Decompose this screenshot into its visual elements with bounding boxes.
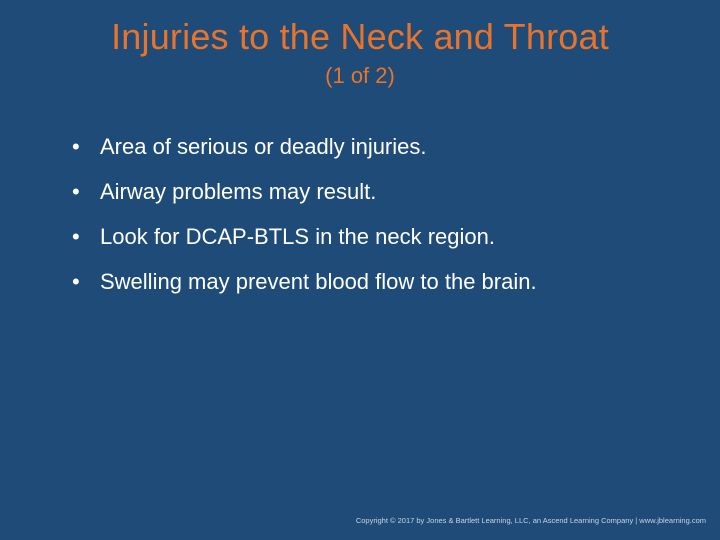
copyright-footer: Copyright © 2017 by Jones & Bartlett Learning, LLC, an Ascend Learning Company | www.jblearning.com: [355, 516, 706, 525]
bullet-marker: •: [72, 179, 80, 204]
bullet-item: [72, 218, 692, 263]
slide-title: Injuries to the Neck and Throat: [111, 16, 609, 57]
bullet-marker: •: [72, 224, 80, 249]
bullet-marker: •: [72, 134, 80, 159]
bullet-text: Look for DCAP-BTLS in the neck region.: [100, 224, 495, 249]
slide-subtitle: (1 of 2): [325, 63, 395, 88]
bullet-list: [72, 128, 692, 308]
bullet-text: Swelling may prevent blood flow to the brain.: [100, 269, 537, 294]
bullet-text: Area of serious or deadly injuries.: [100, 134, 427, 159]
bullet-item: [72, 173, 692, 218]
bullet-item: [72, 128, 692, 173]
bullet-text: Airway problems may result.: [100, 179, 377, 204]
bullet-marker: •: [72, 269, 80, 294]
bullet-item: [72, 263, 692, 308]
